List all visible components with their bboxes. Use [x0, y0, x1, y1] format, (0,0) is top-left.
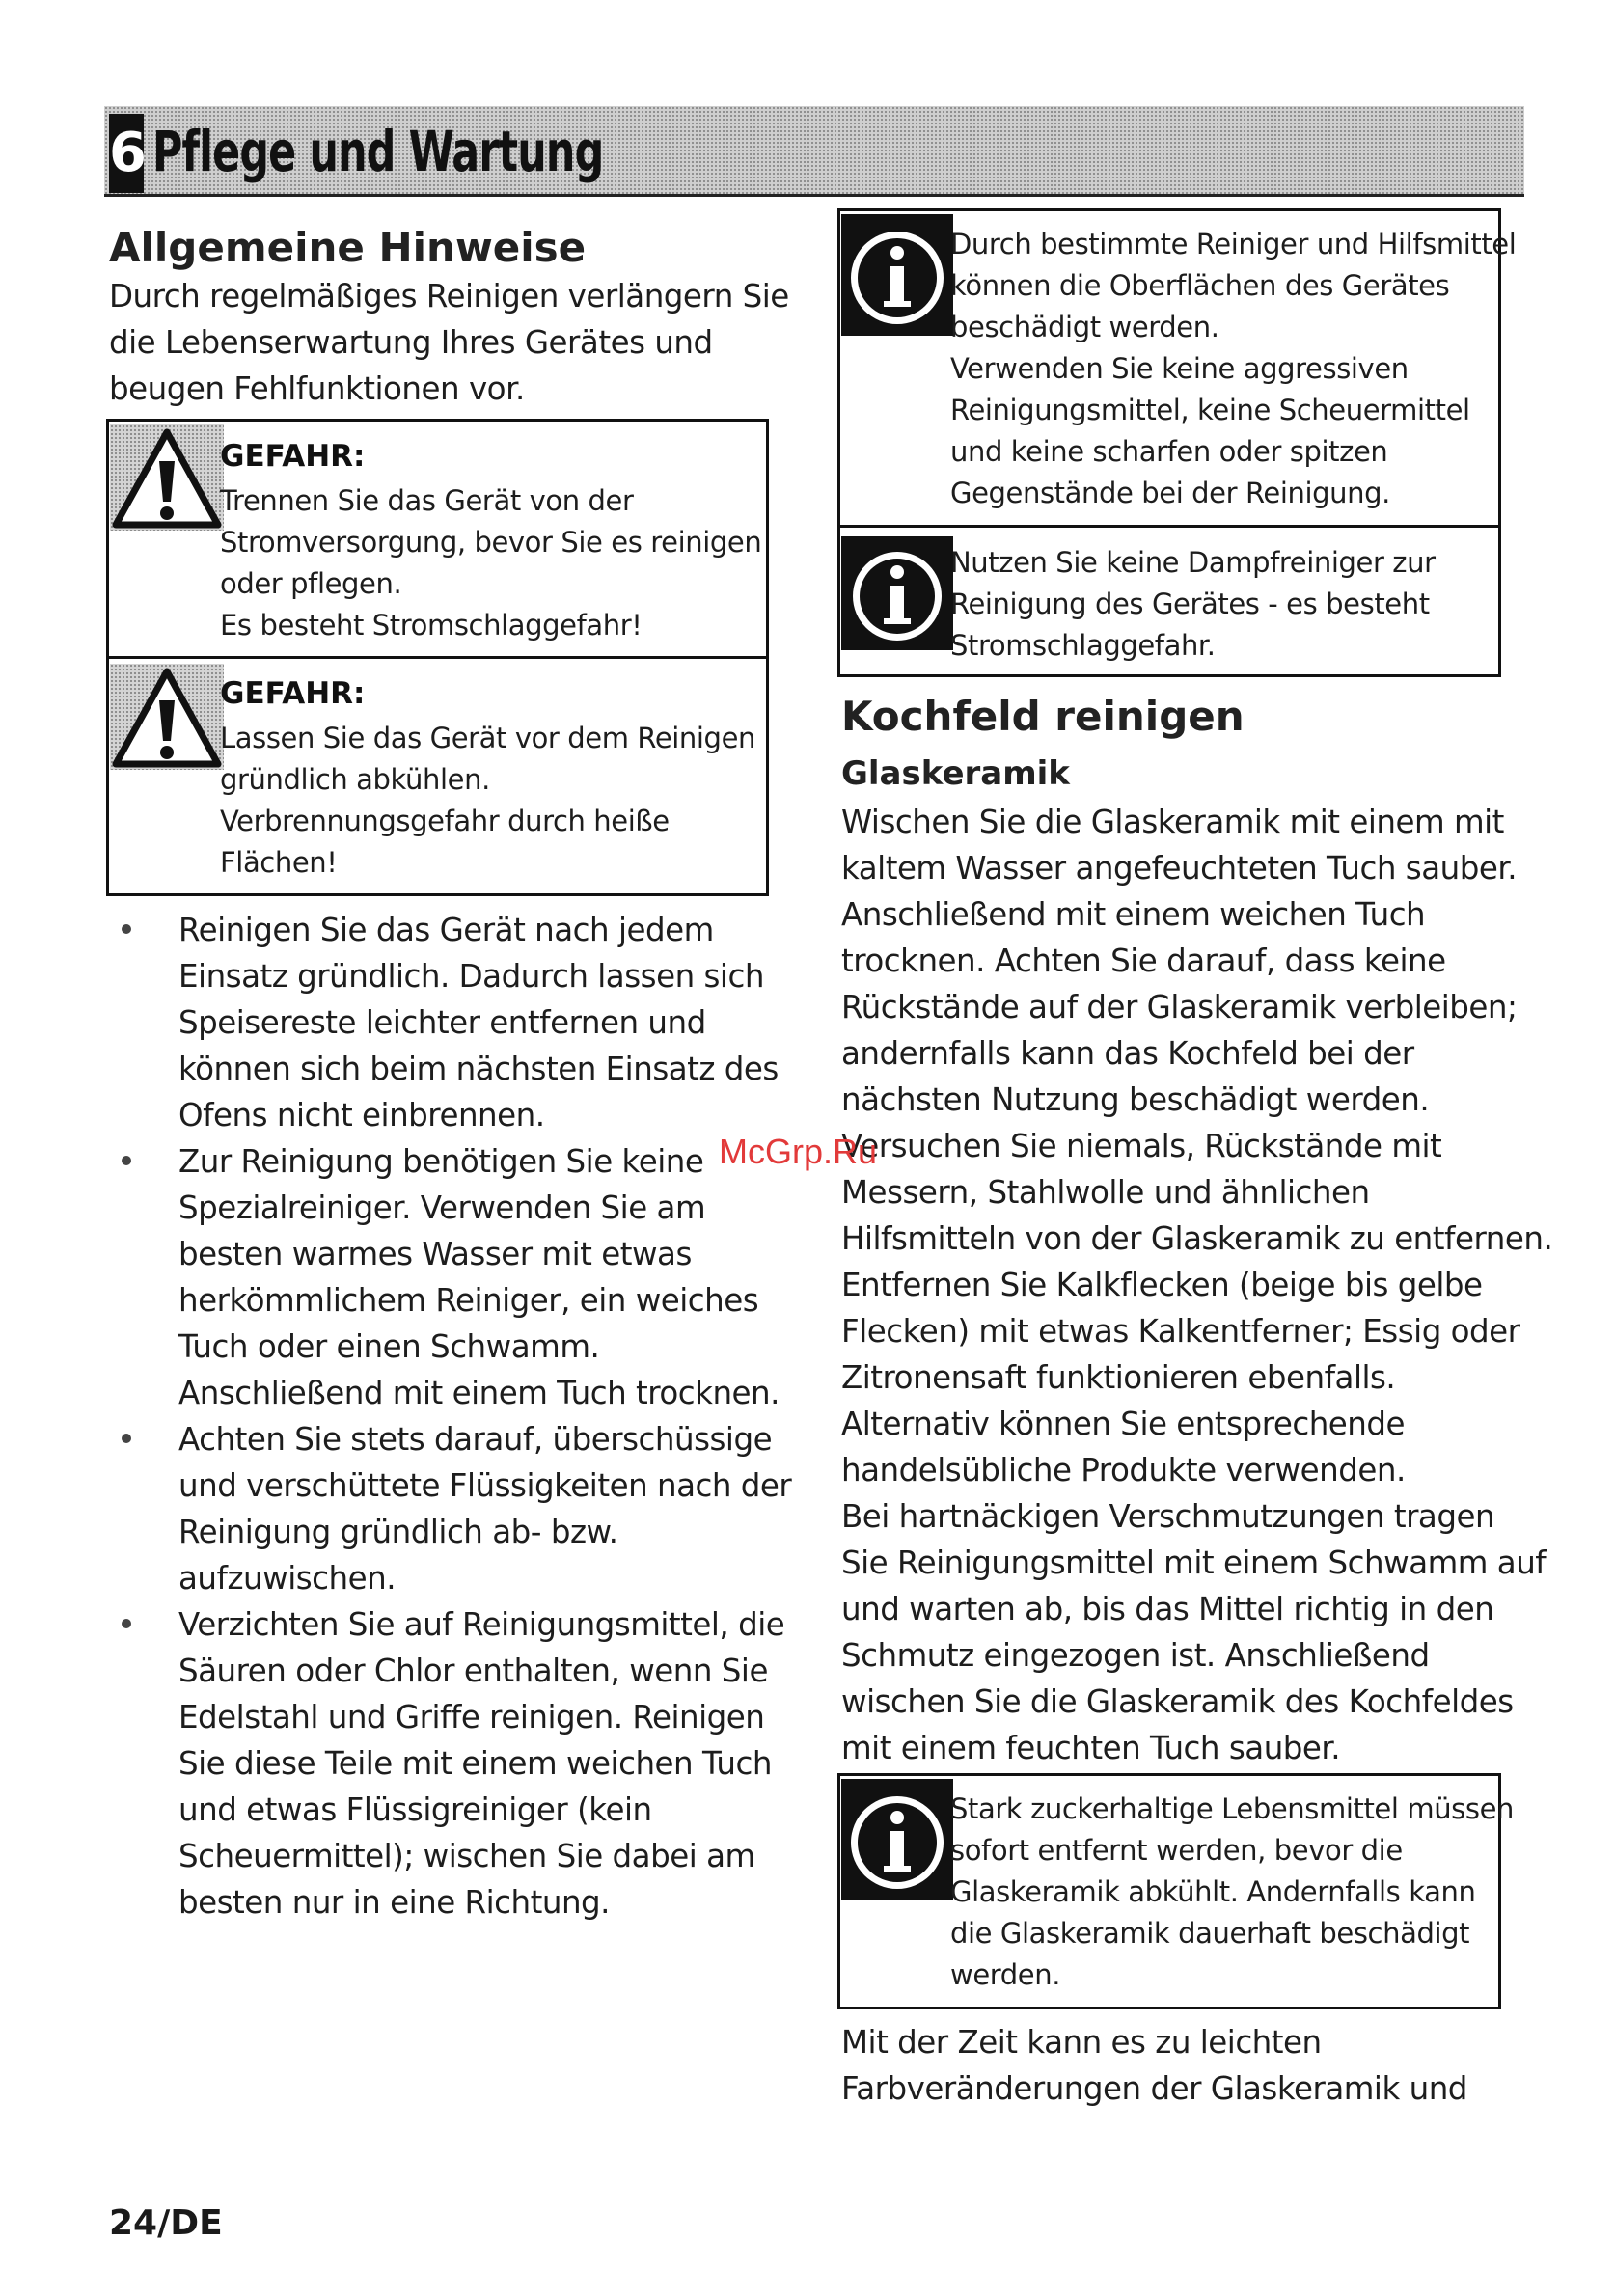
text-line: Reinigung gründlich ab- bzw.: [178, 1514, 618, 1550]
text-line: handelsübliche Produkte verwenden.: [841, 1452, 1406, 1489]
text-line: Rückstände auf der Glaskeramik verbleiben;: [841, 989, 1518, 1025]
text-line: die Glaskeramik dauerhaft beschädigt: [950, 1917, 1470, 1950]
text-line: herkömmlichem Reiniger, ein weiches: [178, 1282, 759, 1319]
text-line: können sich beim nächsten Einsatz des: [178, 1051, 779, 1087]
text-line: Trennen Sie das Gerät von der: [220, 484, 634, 517]
bullet-dot: [122, 1619, 131, 1628]
bullet-item: [178, 1138, 780, 1416]
chapter-number: 6: [109, 114, 144, 193]
text-line: Stark zuckerhaltige Lebensmittel müssen: [950, 1792, 1515, 1825]
text-line: Anschließend mit einem weichen Tuch: [841, 896, 1426, 933]
text-line: Mit der Zeit kann es zu leichten: [841, 2024, 1322, 2061]
text-line: gründlich abkühlen.: [220, 763, 490, 796]
text-line: werden.: [950, 1958, 1061, 1991]
closing-paragraph: [841, 2019, 1467, 2112]
text-line: Alternativ können Sie entsprechende: [841, 1406, 1406, 1442]
text-line: kaltem Wasser angefeuchteten Tuch sauber.: [841, 850, 1518, 887]
bullet-dot: [122, 1434, 131, 1443]
text-line: Lassen Sie das Gerät vor dem Reinigen: [220, 722, 755, 754]
danger-label: GEFAHR:: [220, 676, 366, 711]
info-text: [950, 1789, 1514, 1996]
text-line: Zitronensaft funktionieren ebenfalls.: [841, 1359, 1396, 1396]
warning-icon: [110, 664, 224, 770]
text-line: Es besteht Stromschlaggefahr!: [220, 609, 643, 642]
text-line: Farbveränderungen der Glaskeramik und: [841, 2070, 1467, 2107]
chapter-title: Pflege und Wartung: [152, 119, 604, 184]
text-line: die Lebenserwartung Ihres Gerätes und: [109, 324, 713, 361]
text-line: Anschließend mit einem Tuch trocknen.: [178, 1375, 780, 1411]
text-line: Spezialreiniger. Verwenden Sie am: [178, 1189, 706, 1226]
section-heading-general: Allgemeine Hinweise: [109, 224, 587, 271]
text-line: Nutzen Sie keine Dampfreiniger zur: [950, 546, 1436, 579]
bullet-item: [178, 1601, 784, 1926]
danger-text: [220, 718, 755, 884]
text-line: beschädigt werden.: [950, 311, 1219, 343]
text-line: Gegenstände bei der Reinigung.: [950, 477, 1390, 509]
info-text: [950, 224, 1516, 514]
text-line: Reinigen Sie das Gerät nach jedem: [178, 912, 714, 948]
info-icon: [841, 536, 953, 650]
text-line: Stromschlaggefahr.: [950, 629, 1216, 662]
text-line: Glaskeramik abkühlt. Andernfalls kann: [950, 1875, 1476, 1908]
text-line: trocknen. Achten Sie darauf, dass keine: [841, 943, 1446, 979]
cleaning-paragraph: [841, 799, 1552, 1771]
text-line: können die Oberflächen des Gerätes: [950, 269, 1450, 302]
text-line: Achten Sie stets darauf, überschüssige: [178, 1421, 773, 1458]
info-text: [950, 542, 1436, 667]
text-line: Verwenden Sie keine aggressiven: [950, 352, 1409, 385]
text-line: und etwas Flüssigreiniger (kein: [178, 1791, 652, 1828]
bullet-dot: [122, 1156, 131, 1165]
text-line: und verschüttete Flüssigkeiten nach der: [178, 1467, 792, 1504]
text-line: mit einem feuchten Tuch sauber.: [841, 1730, 1341, 1766]
text-line: Messern, Stahlwolle und ähnlichen: [841, 1174, 1370, 1211]
text-line: Verzichten Sie auf Reinigungsmittel, die: [178, 1606, 785, 1643]
text-line: Versuchen Sie niemals, Rückstände mit: [841, 1128, 1442, 1164]
text-line: Schmutz eingezogen ist. Anschließend: [841, 1637, 1430, 1674]
subheading-glass-ceramic: Glaskeramik: [841, 754, 1070, 793]
watermark: McGrp.Ru: [719, 1132, 878, 1171]
text-line: und keine scharfen oder spitzen: [950, 435, 1388, 468]
section-heading-cooktop: Kochfeld reinigen: [841, 693, 1245, 740]
text-line: Bei hartnäckigen Verschmutzungen tragen: [841, 1498, 1495, 1535]
danger-divider: [106, 656, 769, 659]
text-line: besten warmes Wasser mit etwas: [178, 1236, 692, 1272]
text-line: aufzuwischen.: [178, 1560, 397, 1597]
info-icon: [841, 214, 953, 336]
text-line: Tuch oder einen Schwamm.: [178, 1328, 600, 1365]
text-line: Edelstahl und Griffe reinigen. Reinigen: [178, 1699, 765, 1736]
intro-paragraph: [109, 273, 789, 412]
info-divider: [837, 525, 1501, 528]
text-line: Flächen!: [220, 846, 338, 879]
danger-text: [220, 480, 761, 646]
text-line: Durch bestimmte Reiniger und Hilfsmittel: [950, 228, 1517, 260]
text-line: oder pflegen.: [220, 567, 402, 600]
text-line: Scheuermittel); wischen Sie dabei am: [178, 1838, 755, 1874]
text-line: Ofens nicht einbrennen.: [178, 1097, 545, 1134]
bullet-item: [178, 1416, 791, 1601]
warning-icon: [110, 424, 224, 531]
text-line: Speisereste leichter entfernen und: [178, 1004, 706, 1041]
text-line: sofort entfernt werden, bevor die: [950, 1834, 1403, 1867]
text-line: Sie diese Teile mit einem weichen Tuch: [178, 1745, 772, 1782]
text-line: Reinigungsmittel, keine Scheuermittel: [950, 394, 1470, 426]
text-line: Stromversorgung, bevor Sie es reinigen: [220, 526, 762, 559]
text-line: Säuren oder Chlor enthalten, wenn Sie: [178, 1653, 768, 1689]
text-line: Wischen Sie die Glaskeramik mit einem mit: [841, 804, 1504, 840]
text-line: besten nur in eine Richtung.: [178, 1884, 610, 1921]
danger-label: GEFAHR:: [220, 439, 366, 474]
text-line: andernfalls kann das Kochfeld bei der: [841, 1035, 1414, 1072]
text-line: Zur Reinigung benötigen Sie keine: [178, 1143, 704, 1180]
bullet-dot: [122, 924, 131, 934]
text-line: Entfernen Sie Kalkflecken (beige bis gelbe: [841, 1267, 1483, 1303]
text-line: Einsatz gründlich. Dadurch lassen sich: [178, 958, 764, 995]
info-icon: [841, 1779, 953, 1900]
text-line: Flecken) mit etwas Kalkentferner; Essig oder: [841, 1313, 1520, 1350]
text-line: Verbrennungsgefahr durch heiße: [220, 805, 670, 837]
text-line: Durch regelmäßiges Reinigen verlängern Sie: [109, 278, 789, 314]
text-line: Reinigung des Gerätes - es besteht: [950, 588, 1430, 620]
text-line: Sie Reinigungsmittel mit einem Schwamm auf: [841, 1544, 1547, 1581]
text-line: nächsten Nutzung beschädigt werden.: [841, 1081, 1430, 1118]
text-line: und warten ab, bis das Mittel richtig in den: [841, 1591, 1494, 1627]
text-line: Hilfsmitteln von der Glaskeramik zu entfernen.: [841, 1220, 1553, 1257]
text-line: beugen Fehlfunktionen vor.: [109, 370, 525, 407]
bullet-item: [178, 907, 779, 1138]
page-number: 24/DE: [109, 2203, 223, 2243]
text-line: wischen Sie die Glaskeramik des Kochfeldes: [841, 1683, 1514, 1720]
